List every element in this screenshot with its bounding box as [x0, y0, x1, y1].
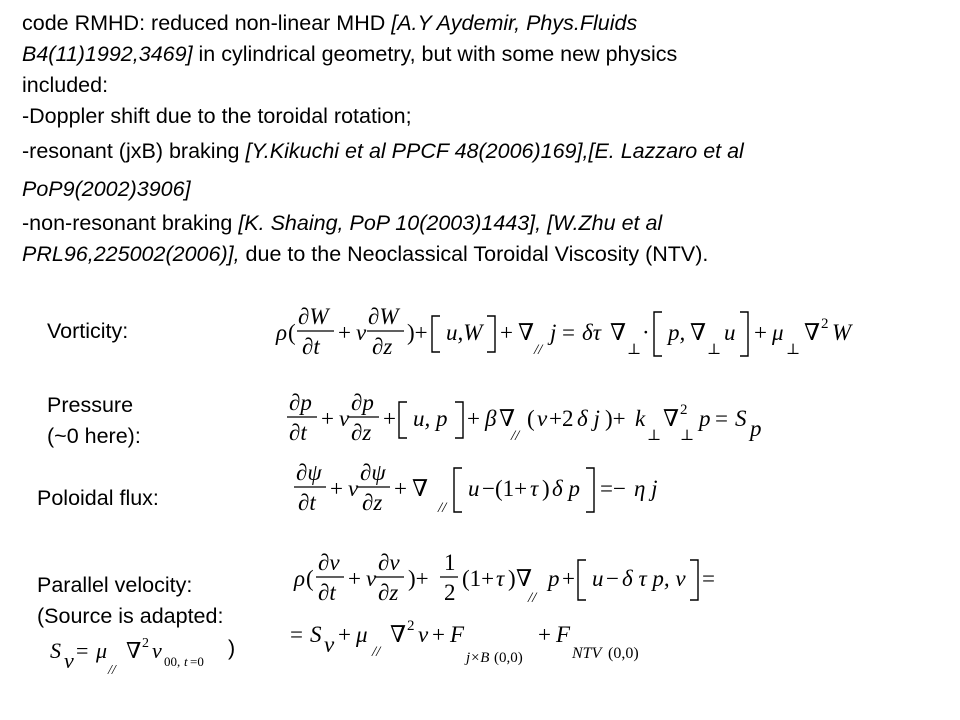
svg-text:δ j: δ j	[577, 406, 600, 431]
parallel-velocity-equation-line-1	[290, 548, 730, 610]
svg-text:1: 1	[444, 550, 456, 575]
svg-text:=0: =0	[190, 654, 204, 669]
svg-text:)+: )+	[605, 406, 626, 431]
intro-line-8: PRL96,225002(2006)], due to the Neoclassical Toroidal Viscosity (NTV).	[22, 242, 709, 266]
svg-text:u, p: u, p	[413, 406, 448, 431]
svg-text:NTV: NTV	[572, 645, 602, 662]
svg-text:∂z: ∂z	[372, 334, 393, 359]
source-term-definition	[48, 628, 226, 678]
svg-text:p: p	[750, 416, 762, 441]
svg-text:k: k	[635, 406, 646, 431]
svg-text:v: v	[418, 622, 429, 647]
svg-text:(: (	[306, 566, 314, 591]
svg-text:v: v	[348, 476, 359, 501]
svg-text:+: +	[348, 566, 361, 591]
svg-text:S: S	[50, 638, 61, 663]
intro-text	[22, 8, 952, 270]
svg-text:v: v	[537, 406, 548, 431]
svg-text:ρ: ρ	[276, 320, 288, 345]
svg-text:00,: 00,	[164, 654, 181, 669]
label-parallel-velocity: Parallel velocity: (Source is adapted:	[37, 573, 224, 628]
svg-text:p,: p,	[668, 320, 686, 345]
svg-text:∂z: ∂z	[362, 490, 383, 515]
svg-text:∂v: ∂v	[318, 550, 340, 575]
svg-text:∂v: ∂v	[378, 550, 400, 575]
svg-text://: //	[534, 342, 543, 358]
svg-text:=: =	[715, 406, 728, 431]
svg-text:+: +	[338, 622, 351, 647]
svg-text:=: =	[290, 622, 303, 647]
svg-text:∇: ∇	[390, 622, 407, 648]
svg-text:∂W: ∂W	[298, 304, 329, 329]
svg-text:⊥: ⊥	[647, 428, 662, 444]
svg-text:δ p: δ p	[552, 476, 580, 501]
svg-text:∇: ∇	[610, 320, 627, 346]
svg-text:p: p	[699, 406, 711, 431]
svg-text:∇: ∇	[516, 566, 533, 592]
svg-text:μ: μ	[772, 320, 784, 345]
svg-text:∂p: ∂p	[289, 390, 312, 415]
svg-text:=: =	[76, 638, 89, 663]
svg-text:ρ: ρ	[294, 566, 306, 591]
svg-text:+2: +2	[549, 406, 574, 431]
svg-text:u: u	[724, 320, 736, 345]
svg-text://: //	[528, 590, 537, 606]
svg-text:∇: ∇	[518, 320, 535, 346]
svg-text:⊥: ⊥	[680, 428, 695, 444]
svg-text:∇: ∇	[663, 406, 680, 432]
svg-text:∇: ∇	[412, 476, 429, 502]
label-parallel-close-paren: )	[228, 636, 236, 660]
svg-text:δ τ p, v: δ τ p, v	[622, 566, 686, 591]
poloidal-flux-equation	[290, 458, 730, 520]
svg-text:∇: ∇	[804, 320, 821, 346]
intro-line-4: -Doppler shift due to the toroidal rotation;	[22, 104, 412, 128]
svg-text:j×B: j×B	[466, 650, 490, 666]
svg-text:+: +	[321, 406, 334, 431]
svg-text:τ: τ	[530, 476, 539, 501]
svg-text:·: ·	[642, 320, 650, 345]
svg-text:∇: ∇	[126, 639, 142, 664]
svg-text:=: =	[562, 320, 575, 345]
svg-text:t: t	[184, 654, 188, 669]
svg-text:p: p	[548, 566, 560, 591]
svg-text:+: +	[330, 476, 343, 501]
svg-text://: //	[108, 663, 116, 678]
svg-text:(0,0): (0,0)	[494, 650, 523, 666]
svg-text:j: j	[550, 320, 557, 345]
svg-text:)+: )+	[407, 320, 428, 345]
svg-text:2: 2	[407, 618, 415, 634]
label-poloidal-flux: Poloidal flux:	[37, 486, 159, 510]
svg-text:2: 2	[680, 402, 688, 418]
svg-text:v: v	[356, 320, 367, 345]
svg-text:): )	[542, 476, 550, 501]
svg-text:2: 2	[821, 316, 829, 332]
svg-text:+: +	[432, 622, 445, 647]
svg-text:∂t: ∂t	[318, 580, 336, 605]
svg-text:2: 2	[142, 636, 149, 651]
label-vorticity: Vorticity:	[47, 319, 129, 343]
intro-line-1: code RMHD: reduced non-linear MHD [A.Y Aydemir, Phys.Fluids	[22, 11, 638, 35]
svg-text:⊥: ⊥	[786, 342, 801, 358]
svg-text:(: (	[288, 320, 296, 345]
svg-text:∂t: ∂t	[289, 420, 307, 445]
vorticity-equation	[270, 302, 890, 364]
svg-text:⊥: ⊥	[627, 342, 642, 358]
svg-text:+: +	[500, 320, 513, 345]
svg-text:∂z: ∂z	[351, 420, 372, 445]
svg-text:∂z: ∂z	[378, 580, 399, 605]
svg-text:μ: μ	[96, 638, 108, 663]
svg-text:μ: μ	[356, 622, 368, 647]
svg-text:(0,0): (0,0)	[608, 645, 639, 662]
intro-line-5: -resonant (jxB) braking [Y.Kikuchi et al PPCF 48(2006)169],[E. Lazzaro et al	[22, 139, 744, 163]
svg-text:+: +	[383, 406, 396, 431]
svg-text:v: v	[324, 632, 335, 657]
svg-text:v: v	[339, 406, 350, 431]
intro-line-6: PoP9(2002)3906]	[22, 177, 191, 201]
parallel-velocity-equation-line-2	[286, 608, 746, 670]
svg-text://: //	[511, 428, 520, 444]
svg-text:β: β	[485, 406, 497, 431]
svg-text:∂t: ∂t	[302, 334, 320, 359]
svg-text:−(1+: −(1+	[482, 476, 528, 501]
intro-line-7: -non-resonant braking [K. Shaing, PoP 10(2003)1443], [W.Zhu et al	[22, 211, 663, 235]
svg-text:+: +	[562, 566, 575, 591]
svg-text:=−: =−	[600, 476, 626, 501]
svg-text:v: v	[152, 638, 162, 663]
svg-text:δτ: δτ	[582, 320, 601, 345]
svg-text:+: +	[467, 406, 480, 431]
svg-text:u,W: u,W	[446, 320, 483, 345]
svg-text:∂ψ: ∂ψ	[296, 460, 322, 485]
svg-text:+: +	[754, 320, 767, 345]
svg-text:u: u	[592, 566, 604, 591]
intro-line-2: B4(11)1992,3469] in cylindrical geometry, but with some new physics	[22, 42, 678, 66]
svg-text:v: v	[366, 566, 377, 591]
svg-text:F: F	[556, 622, 571, 647]
svg-text:η j: η j	[634, 476, 658, 501]
svg-text:+: +	[538, 622, 551, 647]
svg-text:)+: )+	[408, 566, 429, 591]
svg-text:∇: ∇	[499, 406, 516, 432]
svg-text:=: =	[702, 566, 715, 591]
svg-text:−: −	[606, 566, 619, 591]
svg-text:u: u	[468, 476, 480, 501]
svg-text:2: 2	[444, 580, 456, 605]
svg-text:W: W	[832, 320, 852, 345]
svg-text:(1+: (1+	[462, 566, 495, 591]
pressure-equation	[283, 388, 783, 450]
svg-text://: //	[438, 500, 447, 516]
svg-text://: //	[372, 644, 381, 660]
svg-text:⊥: ⊥	[707, 342, 722, 358]
label-pressure: Pressure (~0 here):	[47, 393, 141, 448]
svg-text:v: v	[64, 648, 74, 673]
svg-text:): )	[508, 566, 516, 591]
svg-text:∂W: ∂W	[368, 304, 399, 329]
svg-text:+: +	[394, 476, 407, 501]
intro-line-3: included:	[22, 73, 109, 97]
svg-text:∂t: ∂t	[298, 490, 316, 515]
svg-text:∇: ∇	[690, 320, 707, 346]
svg-text:τ: τ	[496, 566, 505, 591]
svg-text:(: (	[527, 406, 535, 431]
svg-text:S: S	[310, 622, 322, 647]
svg-text:+: +	[338, 320, 351, 345]
svg-text:∂p: ∂p	[351, 390, 374, 415]
svg-text:S: S	[735, 406, 747, 431]
svg-text:F: F	[450, 622, 465, 647]
svg-text:∂ψ: ∂ψ	[360, 460, 386, 485]
